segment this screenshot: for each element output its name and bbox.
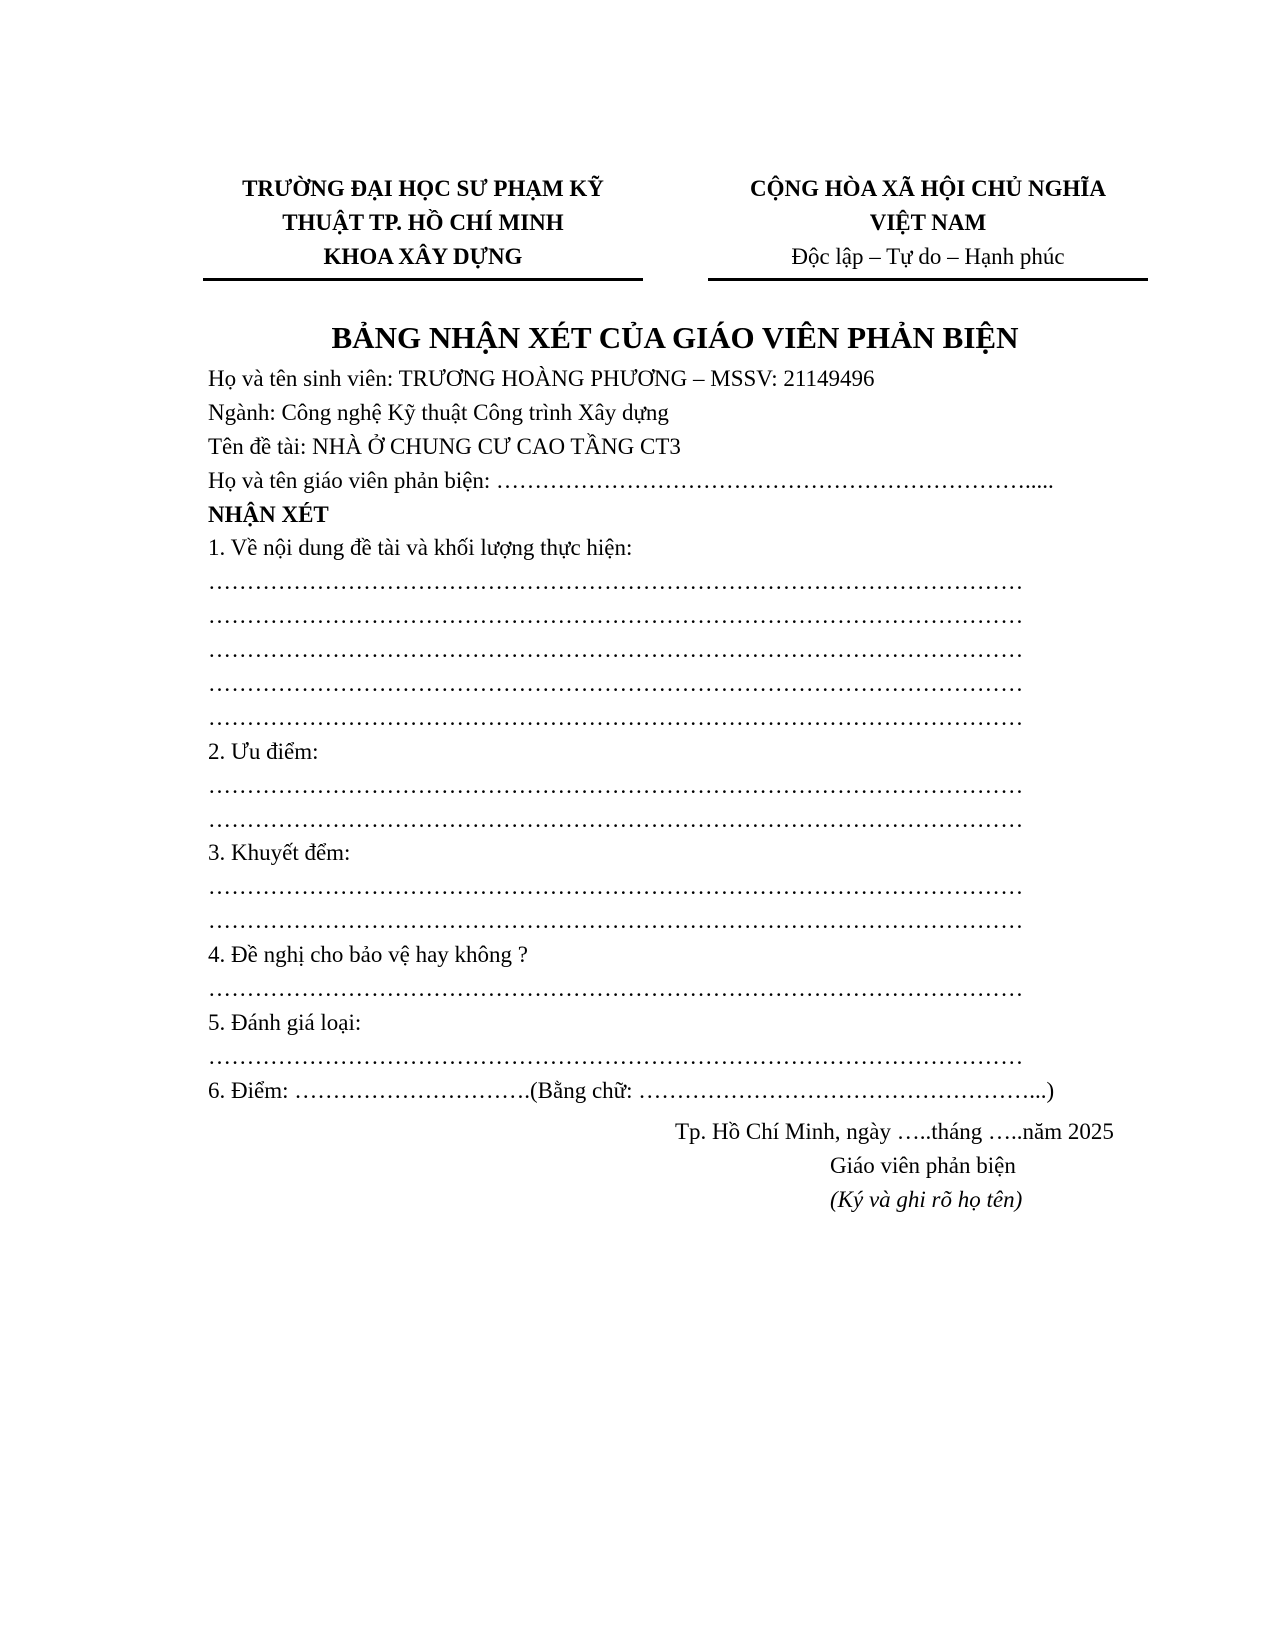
signature-note: (Ký và ghi rõ họ tên) xyxy=(830,1187,1023,1212)
reviewer-name-field: Họ và tên giáo viên phản biện: ……………………………………………………………..... xyxy=(208,467,1054,493)
question-defense: 4. Đề nghị cho bảo vệ hay không ? xyxy=(208,942,529,968)
dotted-answer-line: …………………………………………………………………………………………… xyxy=(208,908,1024,934)
comments-heading: NHẬN XÉT xyxy=(208,501,329,527)
country-header-rule xyxy=(708,278,1148,281)
signature-place-date: Tp. Hồ Chí Minh, ngày …..tháng …..năm 2025 xyxy=(675,1119,1114,1144)
country-name-line1: CỘNG HÒA XÃ HỘI CHỦ NGHĨA xyxy=(750,176,1106,201)
form-body xyxy=(208,362,1148,1108)
dotted-answer-line: …………………………………………………………………………………………… xyxy=(208,603,1024,629)
dotted-answer-line: …………………………………………………………………………………………… xyxy=(208,806,1024,832)
question-weaknesses: 3. Khuyết đểm: xyxy=(208,840,351,866)
dotted-answer-line: …………………………………………………………………………………………… xyxy=(208,637,1024,663)
student-info: Họ và tên sinh viên: TRƯƠNG HOÀNG PHƯƠNG – MSSV: 21149496 xyxy=(208,366,875,391)
dotted-answer-line: …………………………………………………………………………………………… xyxy=(208,976,1024,1002)
dotted-answer-line: …………………………………………………………………………………………… xyxy=(208,874,1024,900)
question-strengths: 2. Ưu điểm: xyxy=(208,738,319,764)
dotted-answer-line: …………………………………………………………………………………………… xyxy=(208,772,1024,798)
country-header xyxy=(708,172,1148,281)
topic-info: Tên đề tài: NHÀ Ở CHUNG CƯ CAO TẦNG CT3 xyxy=(208,433,681,459)
dotted-answer-line: …………………………………………………………………………………………… xyxy=(208,704,1024,730)
question-rating: 5. Đánh giá loại: xyxy=(208,1009,362,1035)
dotted-answer-line: …………………………………………………………………………………………… xyxy=(208,569,1024,595)
document-title: BẢNG NHẬN XÉT CỦA GIÁO VIÊN PHẢN BIỆN xyxy=(331,320,1019,355)
dotted-answer-line: …………………………………………………………………………………………… xyxy=(208,1043,1024,1069)
question-content: 1. Về nội dung đề tài và khối lượng thực hiện: xyxy=(208,535,633,561)
dotted-answer-line: …………………………………………………………………………………………… xyxy=(208,671,1024,697)
signature-role: Giáo viên phản biện xyxy=(830,1153,1016,1178)
national-motto: Độc lập – Tự do – Hạnh phúc xyxy=(791,244,1065,269)
school-name-line2: THUẬT TP. HỒ CHÍ MINH xyxy=(282,210,564,235)
school-header-rule xyxy=(203,278,643,281)
faculty-name: KHOA XÂY DỰNG xyxy=(323,244,523,269)
school-header xyxy=(203,172,643,281)
school-name-line1: TRƯỜNG ĐẠI HỌC SƯ PHẠM KỸ xyxy=(242,176,604,201)
major-info: Ngành: Công nghệ Kỹ thuật Công trình Xây dựng xyxy=(208,399,669,425)
question-score: 6. Điểm: ………………………….(Bằng chữ: ……………………………………………...) xyxy=(208,1077,1055,1103)
country-name-line2: VIỆT NAM xyxy=(869,210,987,235)
